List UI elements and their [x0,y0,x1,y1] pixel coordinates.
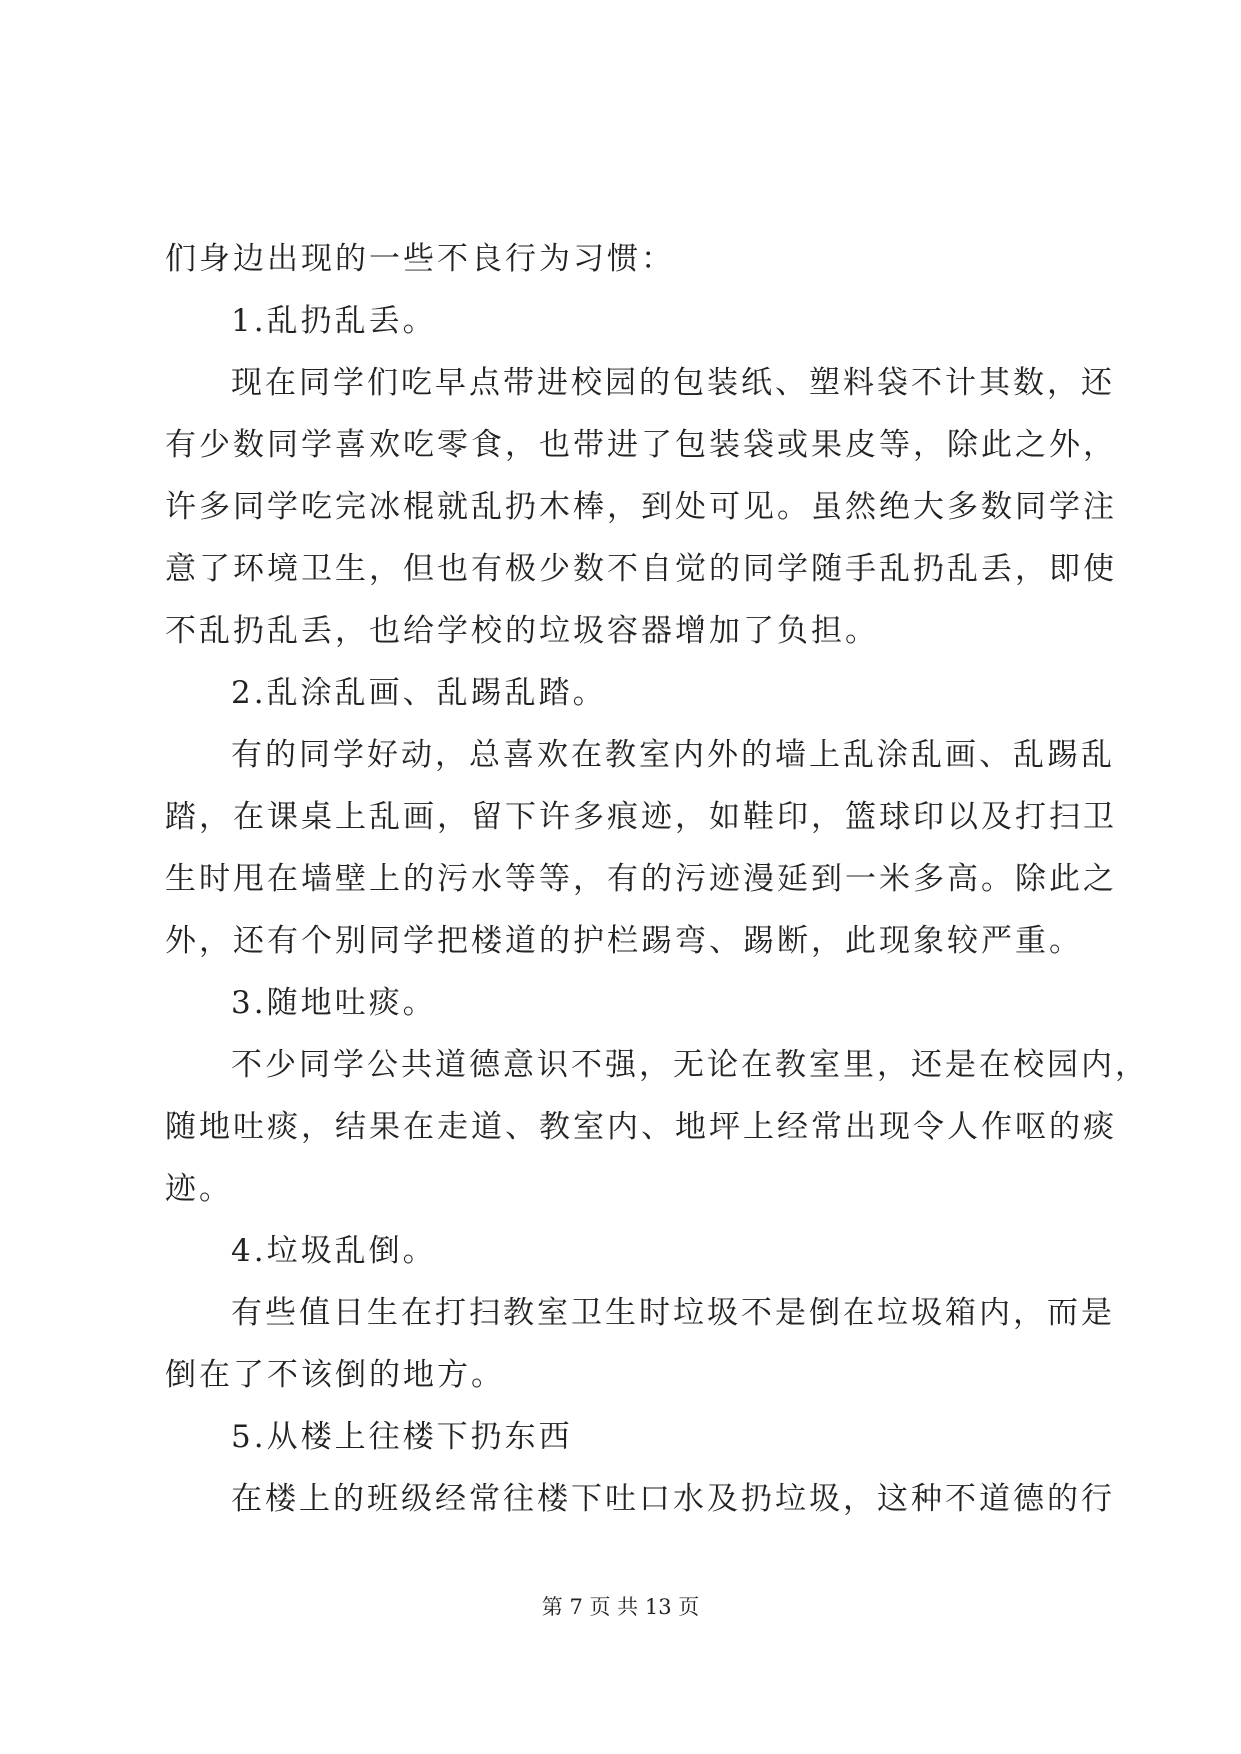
text-line: 在楼上的班级经常往楼下吐口水及扔垃圾，这种不道德的行 [231,1481,1115,1517]
list-heading: 3.随地吐痰。 [231,985,437,1021]
text-line: 有些值日生在打扫教室卫生时垃圾不是倒在垃圾箱内，而是 [231,1295,1115,1331]
text-line: 倒在了不该倒的地方。 [165,1357,505,1393]
list-heading: 5.从楼上往楼下扔东西 [231,1419,573,1455]
text-line: 踏，在课桌上乱画，留下许多痕迹，如鞋印，篮球印以及打扫卫 [165,799,1117,835]
text-line: 意了环境卫生，但也有极少数不自觉的同学随手乱扔乱丢，即使 [165,551,1117,587]
text-line: 外，还有个别同学把楼道的护栏踢弯、踢断，此现象较严重。 [165,923,1083,959]
text-line: 有的同学好动，总喜欢在教室内外的墙上乱涂乱画、乱踢乱 [231,737,1115,773]
text-line: 不乱扔乱丢，也给学校的垃圾容器增加了负担。 [165,613,879,649]
text-line: 随地吐痰，结果在走道、教室内、地坪上经常出现令人作呕的痰 [165,1109,1117,1145]
text-line: 们身边出现的一些不良行为习惯： [165,241,675,277]
list-heading: 4.垃圾乱倒。 [231,1233,437,1269]
list-heading: 1.乱扔乱丢。 [231,303,437,339]
text-line: 有少数同学喜欢吃零食，也带进了包装袋或果皮等，除此之外， [165,427,1117,463]
text-line: 不少同学公共道德意识不强，无论在教室里，还是在校园内， [231,1047,1149,1083]
body-text [165,228,1149,1530]
text-line: 现在同学们吃早点带进校园的包装纸、塑料袋不计其数，还 [231,365,1115,401]
text-line: 迹。 [165,1171,233,1207]
text-line: 许多同学吃完冰棍就乱扔木棒，到处可见。虽然绝大多数同学注 [165,489,1117,525]
page-number-footer: 第 7 页 共 13 页 [541,1595,700,1619]
list-heading: 2.乱涂乱画、乱踢乱踏。 [231,675,607,711]
text-line: 生时甩在墙壁上的污水等等，有的污迹漫延到一米多高。除此之 [165,861,1117,897]
